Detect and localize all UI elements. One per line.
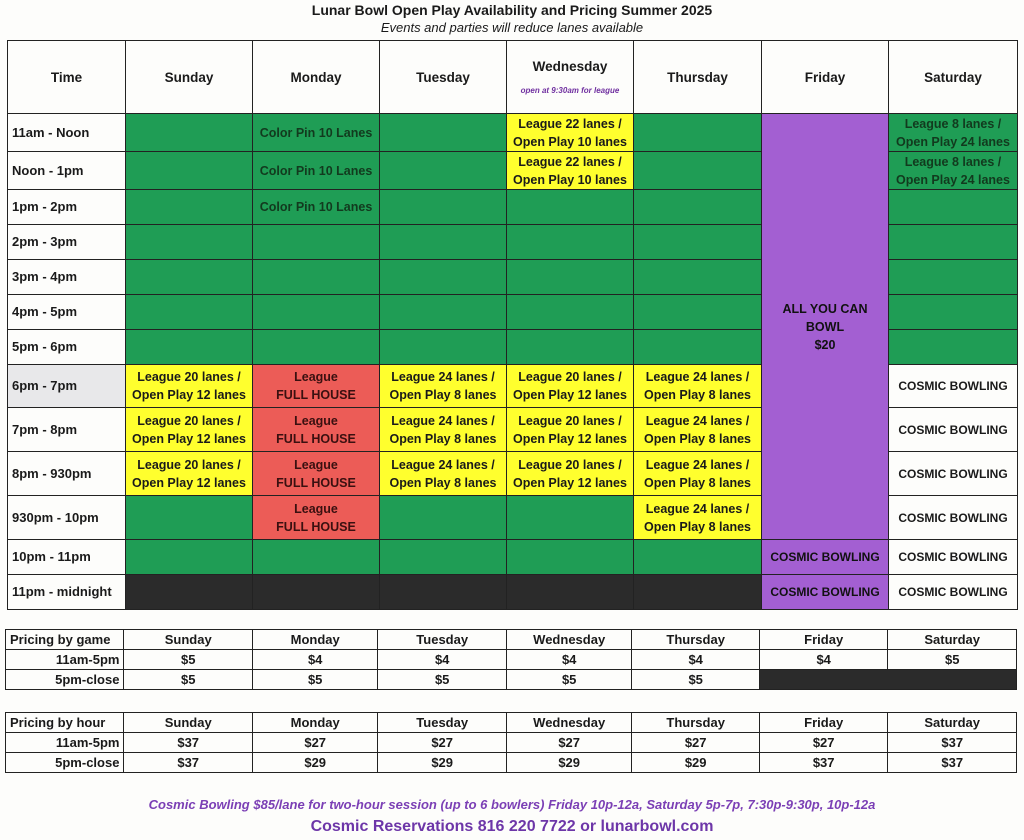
closed-cell xyxy=(634,575,762,610)
league-line: League 20 lanes / xyxy=(137,457,241,472)
day-header: Thursday xyxy=(632,713,760,733)
open-play-line: Open Play 8 lanes xyxy=(644,388,751,402)
open-cell xyxy=(253,260,380,295)
header-friday: Friday xyxy=(762,41,889,114)
league-cell xyxy=(507,152,634,190)
league-line: League 22 lanes / xyxy=(518,154,622,169)
league-cell xyxy=(126,365,253,408)
color-pin-cell: Color Pin 10 Lanes xyxy=(253,152,380,190)
day-header: Wednesday xyxy=(506,713,631,733)
league-line: League 20 lanes / xyxy=(137,413,241,428)
pricing-by-hour-label: Pricing by hour xyxy=(6,713,124,733)
pricing-header-row xyxy=(6,630,1017,650)
cosmic-bowling-cell: COSMIC BOWLING xyxy=(889,452,1018,496)
cosmic-bowling-cell: COSMIC BOWLING xyxy=(889,540,1018,575)
open-cell xyxy=(634,114,762,152)
open-play-line: Open Play 12 lanes xyxy=(132,475,246,490)
open-cell xyxy=(380,225,507,260)
league-line: League 22 lanes / xyxy=(518,116,622,131)
open-cell xyxy=(253,225,380,260)
day-header: Wednesday xyxy=(506,630,631,650)
league-cell xyxy=(380,408,507,452)
league-cell xyxy=(507,365,634,408)
league-cell xyxy=(889,114,1018,152)
day-header: Friday xyxy=(759,630,888,650)
league-cell xyxy=(634,452,762,496)
time-cell: 4pm - 5pm xyxy=(8,295,126,330)
header-saturday: Saturday xyxy=(889,41,1018,114)
price-cell: $4 xyxy=(506,650,631,670)
price-cell: $4 xyxy=(632,650,760,670)
league-line: League xyxy=(294,457,338,472)
all-you-can-bowl-cell xyxy=(762,114,889,540)
open-play-line: Open Play 12 lanes xyxy=(513,431,627,446)
pricing-row xyxy=(6,753,1017,773)
time-cell: 11am - Noon xyxy=(8,114,126,152)
day-header: Monday xyxy=(252,630,377,650)
all-you-can-bowl-price: $20 xyxy=(814,337,836,352)
open-cell xyxy=(380,190,507,225)
open-play-line: Open Play 12 lanes xyxy=(513,388,627,402)
cosmic-bowling-cell: COSMIC BOWLING xyxy=(889,408,1018,452)
open-play-line: Open Play 8 lanes xyxy=(389,431,497,446)
open-play-line: Open Play 8 lanes xyxy=(644,431,751,446)
full-house-cell xyxy=(253,408,380,452)
price-cell: $4 xyxy=(252,650,377,670)
price-cell: $5 xyxy=(252,670,377,690)
league-line: League 24 lanes / xyxy=(645,370,750,384)
open-cell xyxy=(126,114,253,152)
open-cell xyxy=(380,295,507,330)
header-wednesday xyxy=(507,41,634,114)
full-house-cell xyxy=(253,452,380,496)
price-cell: $27 xyxy=(252,733,377,753)
price-cell: $5 xyxy=(378,670,507,690)
open-cell xyxy=(507,540,634,575)
open-cell xyxy=(253,540,380,575)
open-cell xyxy=(126,152,253,190)
pricing-by-hour-table xyxy=(5,712,1017,773)
open-cell xyxy=(253,330,380,365)
league-line: League 24 lanes / xyxy=(645,413,750,428)
open-cell xyxy=(126,225,253,260)
league-cell xyxy=(507,408,634,452)
pricing-row xyxy=(6,670,1017,690)
pricing-row xyxy=(6,733,1017,753)
league-cell xyxy=(634,496,762,540)
open-cell xyxy=(507,190,634,225)
league-line: League 24 lanes / xyxy=(391,457,495,472)
league-cell xyxy=(634,365,762,408)
price-cell: $37 xyxy=(124,753,253,773)
time-cell: 2pm - 3pm xyxy=(8,225,126,260)
page-title: Lunar Bowl Open Play Availability and Pricing Summer 2025 xyxy=(311,2,713,18)
league-cell xyxy=(889,152,1018,190)
league-line: League 20 lanes / xyxy=(518,457,622,472)
league-line: League xyxy=(294,370,338,384)
open-cell xyxy=(634,225,762,260)
league-cell xyxy=(126,452,253,496)
cosmic-bowling-cell: COSMIC BOWLING xyxy=(762,575,889,610)
open-cell xyxy=(380,260,507,295)
league-cell xyxy=(507,114,634,152)
time-cell: 3pm - 4pm xyxy=(8,260,126,295)
open-cell xyxy=(126,260,253,295)
day-header: Tuesday xyxy=(378,713,507,733)
league-cell xyxy=(507,452,634,496)
open-play-line: Open Play 12 lanes xyxy=(513,475,627,490)
price-cell: $5 xyxy=(506,670,631,690)
open-cell xyxy=(889,225,1018,260)
price-cell: $37 xyxy=(124,733,253,753)
time-cell: 11pm - midnight xyxy=(8,575,126,610)
league-line: League 8 lanes / xyxy=(904,154,1002,169)
open-play-line: Open Play 8 lanes xyxy=(644,519,751,534)
header-time: Time xyxy=(8,41,126,114)
price-cell: $27 xyxy=(759,733,888,753)
price-cell: $29 xyxy=(632,753,760,773)
cosmic-pricing-note: Cosmic Bowling $85/lane for two-hour session (up to 6 bowlers) Friday 10p-12a, Saturday 5p-7p, 7:30p-9:30p, 10p-12a xyxy=(148,797,876,812)
open-cell xyxy=(253,295,380,330)
league-line: League xyxy=(294,501,338,516)
pricing-header-row xyxy=(6,713,1017,733)
open-cell xyxy=(380,114,507,152)
time-cell: 1pm - 2pm xyxy=(8,190,126,225)
price-cell: $37 xyxy=(888,733,1017,753)
price-cell: $29 xyxy=(252,753,377,773)
price-cell: $4 xyxy=(378,650,507,670)
open-cell xyxy=(634,295,762,330)
open-cell xyxy=(126,496,253,540)
open-play-line: Open Play 10 lanes xyxy=(513,134,627,149)
open-cell xyxy=(507,260,634,295)
full-house-line: FULL HOUSE xyxy=(276,388,356,402)
open-cell xyxy=(889,330,1018,365)
open-cell xyxy=(380,330,507,365)
header-wednesday-label: Wednesday xyxy=(532,59,608,74)
time-cell: Noon - 1pm xyxy=(8,152,126,190)
schedule-row xyxy=(8,540,1018,575)
price-cell: $5 xyxy=(124,650,253,670)
open-cell xyxy=(634,152,762,190)
open-cell xyxy=(634,540,762,575)
cosmic-bowling-cell: COSMIC BOWLING xyxy=(762,540,889,575)
day-header: Friday xyxy=(759,713,888,733)
color-pin-cell: Color Pin 10 Lanes xyxy=(253,190,380,225)
reservations-line: Cosmic Reservations 816 220 7722 or lunarbowl.com xyxy=(310,818,714,835)
blacked-out-cell xyxy=(759,670,1016,690)
cosmic-bowling-cell: COSMIC BOWLING xyxy=(889,365,1018,408)
open-cell xyxy=(889,190,1018,225)
price-cell: $5 xyxy=(632,670,760,690)
pricing-by-game-table xyxy=(5,629,1017,690)
open-play-line: Open Play 8 lanes xyxy=(644,475,751,490)
open-play-line: Open Play 10 lanes xyxy=(513,172,627,187)
day-header: Monday xyxy=(252,713,377,733)
league-line: League 24 lanes / xyxy=(391,370,495,384)
price-cell: $4 xyxy=(759,650,888,670)
day-header: Sunday xyxy=(124,630,253,650)
open-cell xyxy=(126,190,253,225)
wednesday-note: open at 9:30am for league xyxy=(520,86,620,95)
price-cell: $27 xyxy=(506,733,631,753)
time-cell: 5pm - 6pm xyxy=(8,330,126,365)
open-play-line: Open Play 12 lanes xyxy=(132,388,246,402)
open-cell xyxy=(380,540,507,575)
open-cell xyxy=(126,295,253,330)
open-play-line: Open Play 8 lanes xyxy=(389,475,497,490)
open-cell xyxy=(507,225,634,260)
price-cell: $37 xyxy=(759,753,888,773)
league-line: League xyxy=(294,413,338,428)
closed-cell xyxy=(253,575,380,610)
time-cell: 7pm - 8pm xyxy=(8,408,126,452)
schedule-row xyxy=(8,575,1018,610)
time-range-label: 5pm-close xyxy=(6,670,124,690)
header-sunday: Sunday xyxy=(126,41,253,114)
open-play-line: Open Play 24 lanes xyxy=(896,134,1010,149)
price-cell: $5 xyxy=(888,650,1017,670)
closed-cell xyxy=(380,575,507,610)
league-line: League 20 lanes / xyxy=(137,370,241,384)
open-cell xyxy=(889,295,1018,330)
open-play-line: Open Play 12 lanes xyxy=(132,431,246,446)
closed-cell xyxy=(507,575,634,610)
open-cell xyxy=(380,152,507,190)
open-cell xyxy=(507,496,634,540)
league-line: League 24 lanes / xyxy=(645,457,750,472)
time-range-label: 5pm-close xyxy=(6,753,124,773)
price-cell: $37 xyxy=(888,753,1017,773)
color-pin-cell: Color Pin 10 Lanes xyxy=(253,114,380,152)
full-house-line: FULL HOUSE xyxy=(276,431,356,446)
open-play-line: Open Play 24 lanes xyxy=(896,172,1010,187)
price-cell: $29 xyxy=(378,753,507,773)
time-cell: 6pm - 7pm xyxy=(8,365,126,408)
all-you-can-bowl-label: ALL YOU CAN BOWL xyxy=(782,301,868,334)
time-range-label: 11am-5pm xyxy=(6,650,124,670)
league-line: League 20 lanes / xyxy=(518,413,622,428)
price-cell: $5 xyxy=(124,670,253,690)
pricing-row xyxy=(6,650,1017,670)
time-range-label: 11am-5pm xyxy=(6,733,124,753)
open-cell xyxy=(634,190,762,225)
time-cell: 10pm - 11pm xyxy=(8,540,126,575)
cosmic-bowling-cell: COSMIC BOWLING xyxy=(889,496,1018,540)
league-cell xyxy=(634,408,762,452)
header-monday: Monday xyxy=(253,41,380,114)
league-line: League 24 lanes / xyxy=(391,413,495,428)
day-header: Tuesday xyxy=(378,630,507,650)
league-cell xyxy=(126,408,253,452)
full-house-cell xyxy=(253,496,380,540)
header-thursday: Thursday xyxy=(634,41,762,114)
day-header: Thursday xyxy=(632,630,760,650)
league-line: League 20 lanes / xyxy=(518,370,622,384)
open-cell xyxy=(126,540,253,575)
price-cell: $27 xyxy=(378,733,507,753)
day-header: Saturday xyxy=(888,630,1017,650)
time-cell: 8pm - 930pm xyxy=(8,452,126,496)
open-cell xyxy=(507,330,634,365)
header-tuesday: Tuesday xyxy=(380,41,507,114)
league-cell xyxy=(380,365,507,408)
schedule-table xyxy=(7,40,1018,610)
cosmic-bowling-cell: COSMIC BOWLING xyxy=(889,575,1018,610)
open-cell xyxy=(889,260,1018,295)
open-cell xyxy=(507,295,634,330)
day-header: Saturday xyxy=(888,713,1017,733)
full-house-line: FULL HOUSE xyxy=(276,475,356,490)
league-cell xyxy=(380,452,507,496)
league-line: League 24 lanes / xyxy=(645,501,750,516)
price-cell: $27 xyxy=(632,733,760,753)
pricing-by-game-label: Pricing by game xyxy=(6,630,124,650)
open-cell xyxy=(380,496,507,540)
schedule-header-row xyxy=(8,41,1018,114)
open-cell xyxy=(634,330,762,365)
league-line: League 8 lanes / xyxy=(904,116,1002,131)
open-cell xyxy=(126,330,253,365)
page-subtitle: Events and parties will reduce lanes available xyxy=(380,20,644,35)
day-header: Sunday xyxy=(124,713,253,733)
open-cell xyxy=(634,260,762,295)
price-cell: $29 xyxy=(506,753,631,773)
full-house-line: FULL HOUSE xyxy=(276,519,356,534)
closed-cell xyxy=(126,575,253,610)
open-play-line: Open Play 8 lanes xyxy=(389,388,497,402)
schedule-row xyxy=(8,114,1018,152)
time-cell: 930pm - 10pm xyxy=(8,496,126,540)
full-house-cell xyxy=(253,365,380,408)
